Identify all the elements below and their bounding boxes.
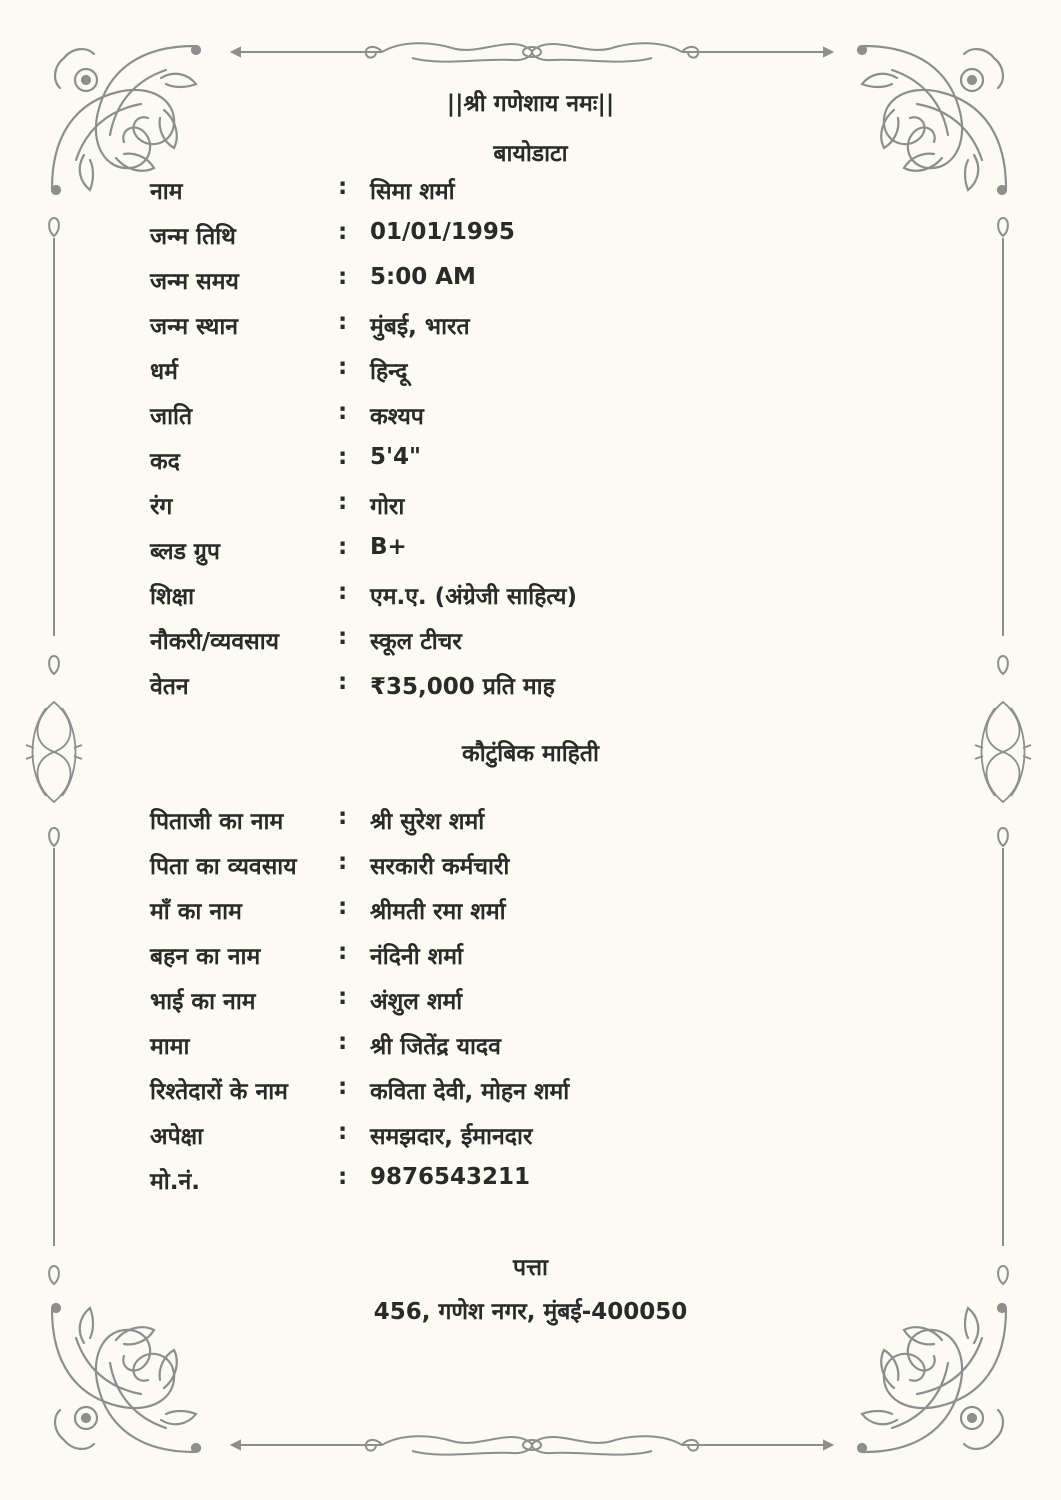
detail-value: ₹35,000 प्रति माह [370,674,555,700]
detail-label: मो.नं. [150,1169,200,1195]
detail-label: जन्म समय [150,269,239,295]
address-heading: पत्ता [513,1255,548,1281]
detail-value: हिन्दू [370,359,408,385]
separator-colon: : [338,579,348,605]
separator-colon: : [338,219,348,245]
separator-colon: : [338,1074,348,1100]
detail-value: स्कूल टीचर [370,629,462,655]
separator-colon: : [338,399,348,425]
page-title: बायोडाटा [493,141,568,167]
detail-label: जन्म तिथि [150,224,236,250]
detail-value: मुंबई, भारत [370,314,470,340]
separator-colon: : [338,489,348,515]
detail-value: श्री जितेंद्र यादव [370,1034,501,1060]
detail-label: भाई का नाम [150,989,256,1015]
detail-label: पिता का व्यवसाय [150,854,297,880]
detail-label: अपेक्षा [150,1124,204,1150]
detail-value: 5'4" [370,444,422,470]
separator-colon: : [338,1164,348,1190]
detail-label: कद [150,449,180,475]
detail-label: रंग [150,494,173,520]
detail-label: शिक्षा [150,584,195,610]
detail-label: ब्लड ग्रुप [150,539,220,565]
separator-colon: : [338,849,348,875]
separator-colon: : [338,534,348,560]
separator-colon: : [338,894,348,920]
detail-label: धर्म [150,359,178,385]
detail-label: जाति [150,404,193,430]
detail-value: 01/01/1995 [370,219,515,245]
detail-label: माँ का नाम [150,899,242,925]
separator-colon: : [338,1029,348,1055]
address-text: 456, गणेश नगर, मुंबई-400050 [373,1299,688,1325]
corner-ornament-top-left [52,46,200,194]
detail-label: बहन का नाम [150,944,261,970]
detail-label: मामा [150,1034,190,1060]
separator-colon: : [338,444,348,470]
separator-colon: : [338,624,348,650]
detail-value: कश्यप [370,404,424,430]
separator-colon: : [338,939,348,965]
detail-label: वेतन [150,674,189,700]
separator-colon: : [338,1119,348,1145]
detail-value: गोरा [370,494,405,520]
detail-value: 5:00 AM [370,264,476,290]
detail-label: पिताजी का नाम [150,809,284,835]
detail-value: एम.ए. (अंग्रेजी साहित्य) [370,584,577,610]
family-section-heading: कौटुंबिक माहिती [462,741,599,767]
detail-value: नंदिनी शर्मा [370,944,464,970]
detail-value: सरकारी कर्मचारी [370,854,510,880]
separator-colon: : [338,984,348,1010]
detail-value: श्रीमती रमा शर्मा [370,899,506,925]
separator-colon: : [338,669,348,695]
detail-value: सिमा शर्मा [370,179,455,205]
invocation-heading: ||श्री गणेशाय नमः|| [446,91,615,117]
separator-colon: : [338,804,348,830]
separator-colon: : [338,174,348,200]
detail-label: रिश्तेदारों के नाम [150,1079,288,1105]
detail-value: समझदार, ईमानदार [370,1124,533,1150]
detail-label: जन्म स्थान [150,314,239,340]
detail-value: कविता देवी, मोहन शर्मा [370,1079,570,1105]
detail-label: नाम [150,179,183,205]
detail-value: B+ [370,534,407,560]
detail-value: श्री सुरेश शर्मा [370,809,485,835]
detail-value: अंशुल शर्मा [370,989,463,1015]
separator-colon: : [338,354,348,380]
separator-colon: : [338,309,348,335]
detail-label: नौकरी/व्यवसाय [150,629,279,655]
separator-colon: : [338,264,348,290]
detail-value: 9876543211 [370,1164,531,1190]
